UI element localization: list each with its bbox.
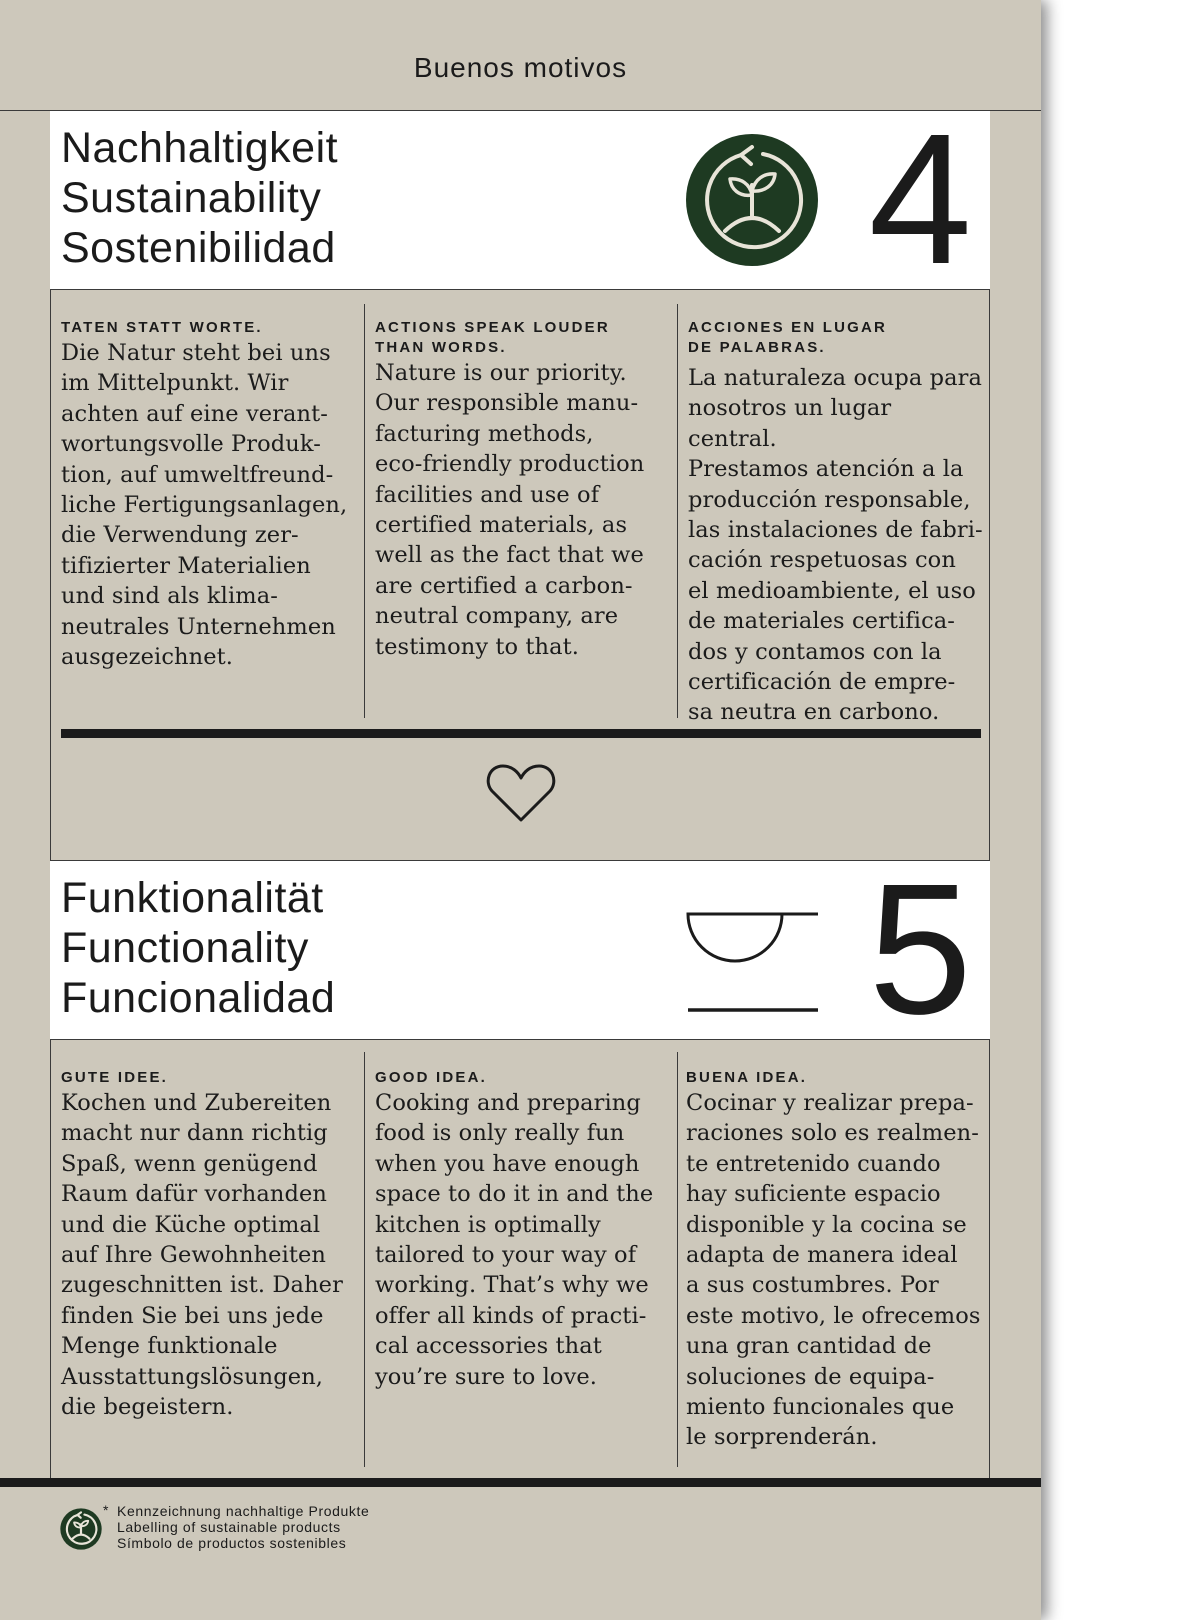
frame-right-line — [989, 110, 990, 1478]
section-5-column-es — [686, 1068, 984, 1453]
footer-rule — [0, 1478, 1041, 1487]
section-4-titles — [61, 123, 338, 273]
column-divider — [364, 1052, 365, 1467]
section-title-en: Functionality — [61, 924, 309, 972]
section-title-es: Sostenibilidad — [61, 224, 336, 272]
page-header-title: Buenos motivos — [413, 52, 628, 83]
column-body: Cooking and preparing food is only really fun when you have enough space to do it in and the kitchen is optimally tailored to your way of working. That’s why we offer all kinds of practi- cal accessories that you’re sure to love. — [375, 1090, 654, 1390]
column-body: Nature is our priority. Our responsible manu- facturing methods, eco-friendly production facilities and use of certified materials, as well as the fact that we are certified a carbon- neutral company, are testimony to that. — [375, 360, 645, 660]
column-divider — [677, 1052, 678, 1467]
footer-note-es: Símbolo de productos sostenibles — [117, 1535, 347, 1551]
section-5-column-de — [61, 1068, 359, 1422]
section-5-titles — [61, 873, 335, 1023]
section-4-column-en — [375, 318, 673, 662]
heart-icon — [486, 762, 556, 824]
section-title-de: Nachhaltigkeit — [61, 124, 339, 172]
section-divider-rule — [61, 729, 981, 738]
section-5-column-en — [375, 1068, 673, 1392]
section-title-en: Sustainability — [61, 174, 322, 222]
section-4-title-box — [50, 96, 990, 303]
column-heading: TATEN STATT WORTE. — [61, 319, 263, 336]
column-heading: BUENA IDEA. — [686, 1069, 808, 1086]
footer-note-en: Labelling of sustainable products — [117, 1519, 341, 1535]
column-body: Kochen und Zubereiten macht nur dann richtig Spaß, wenn genügend Raum dafür vorhanden und die Küche optimal auf Ihre Gewohnheiten zugeschnitten ist. Daher finden Sie bei uns jede Menge funktionale Ausstattungslösungen, die begeistern. — [61, 1090, 343, 1421]
section-title-es: Funcionalidad — [61, 974, 336, 1022]
column-body: La naturaleza ocupa para nosotros un lugar central. Prestamos atención a la producción responsable, las instalaciones de fabri- cación respetuosas con el medioambiente, el uso de materiales certifica- dos y contamos con la certificación de empre- sa neutra en carbono. — [688, 365, 983, 726]
sustainability-leaf-badge-icon — [60, 1508, 102, 1550]
section-number: 5 — [868, 846, 972, 1053]
section-number: 4 — [868, 96, 972, 303]
column-divider — [364, 304, 365, 718]
section-5-title-box — [50, 846, 990, 1053]
section-4-column-es — [688, 318, 986, 728]
column-heading: ACCIONES EN LUGAR DE PALABRAS. — [688, 319, 888, 356]
footer-note-de: Kennzeichnung nachhaltige Produkte — [117, 1503, 370, 1519]
column-body: Cocinar y realizar prepa- raciones solo es realmen- te entretenido cuando hay suficiente espacio disponible y la cocina se adapta de manera ideal a sus costumbres. Por este motivo, le ofrecemos una gran cantidad de soluciones de equipa- miento funcionales que le sorprenderán. — [686, 1090, 981, 1451]
column-heading: GUTE IDEE. — [61, 1069, 169, 1086]
section-4-column-de — [61, 318, 359, 672]
column-divider — [677, 304, 678, 718]
column-heading: ACTIONS SPEAK LOUDER THAN WORDS. — [375, 319, 610, 356]
sustainability-leaf-badge-icon — [685, 133, 819, 267]
frame-left-line — [50, 110, 51, 1478]
functional-bowl-icon — [685, 909, 821, 1013]
column-body: Die Natur steht bei uns im Mittelpunkt. Wir achten auf eine verant- wortungsvolle Produk- tion, auf umweltfreund- liche Fertigungsanlagen, die Verwendung zer- tifizierter Materialien und sind als klima- neutrales Unternehmen ausgezeichnet. — [61, 340, 348, 671]
section-title-de: Funktionalität — [61, 874, 324, 922]
footer-note — [117, 1503, 369, 1551]
footnote-asterisk: * — [103, 1502, 109, 1518]
column-heading: GOOD IDEA. — [375, 1069, 488, 1086]
